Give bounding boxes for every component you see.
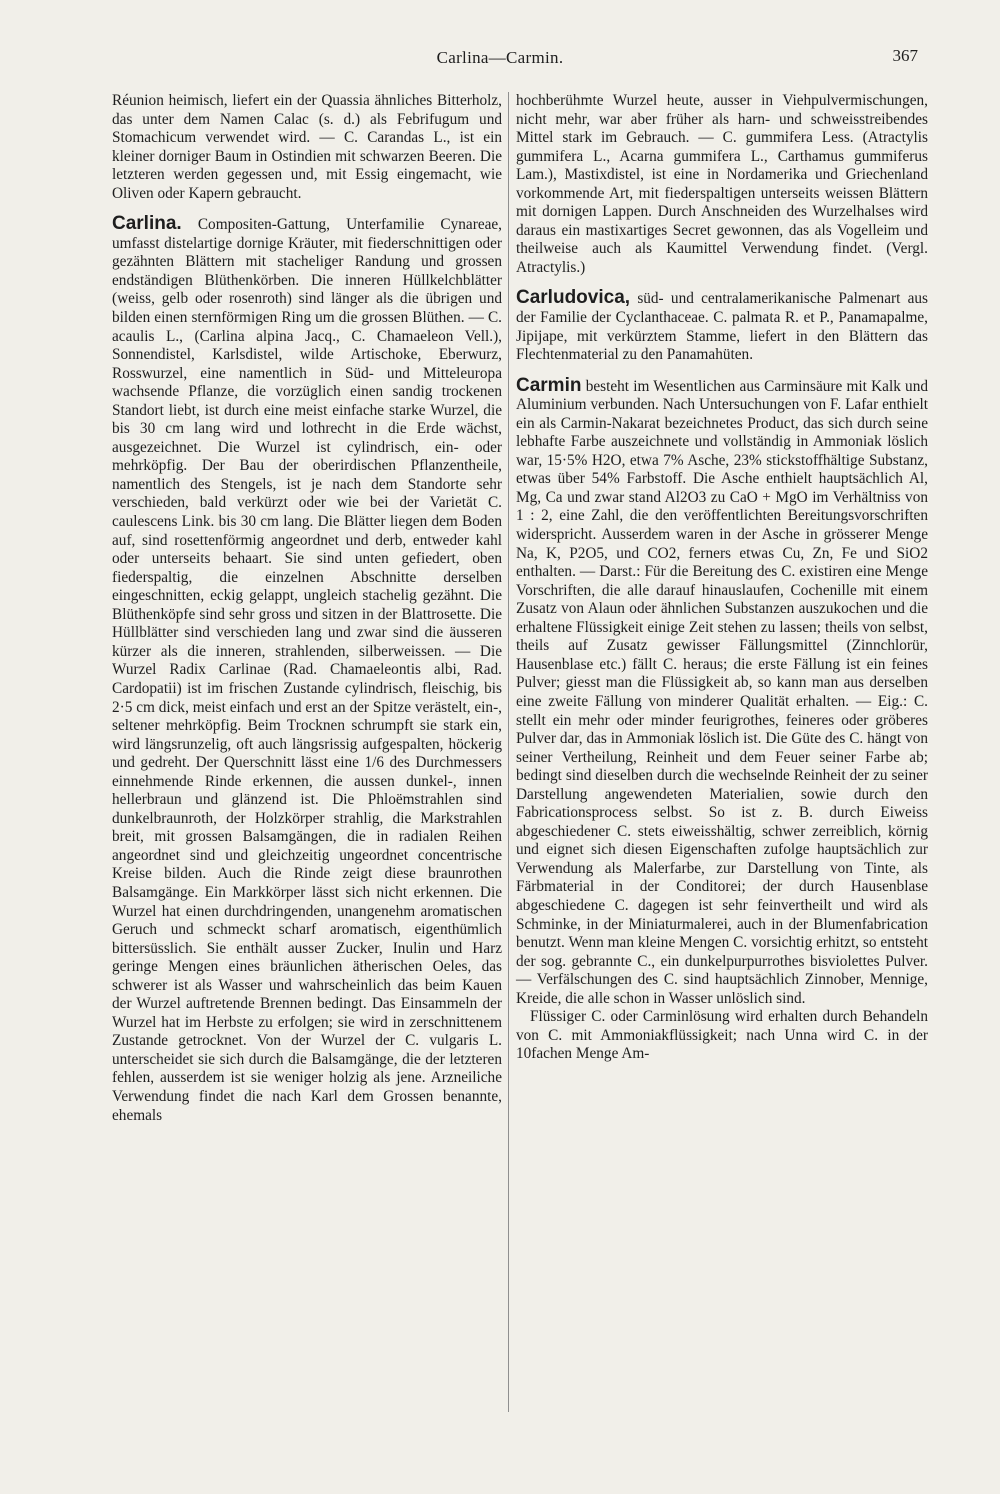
page-number: 367	[892, 46, 918, 65]
right-column	[516, 92, 928, 1064]
paragraph-wurzel-continued: hochberühmte Wurzel heute, ausser in Viehpulvermischungen, nicht mehr, war aber früher als harn- und schweisstreibendes Mittel stark im Gebrauch. — C. gummifera Less. (Atractylis gummifera L., Acarna gummifera L., Carthamus gummiferus Lam.), Mastixdistel, ist eine in Nordamerika und Griechenland vorkommende Art, mit fiederspaltigen unterseits weissen Blättern mit dornigen Lappen. Durch Anschneiden des Wurzelhalses wird daraus ein mastixartiges Secret gewonnen, das als Vogelleim und theilweise auch als Kaumittel Verwendung findet. (Vergl. Atractylis.)	[516, 92, 928, 276]
entry-carludovica	[516, 289, 928, 364]
entry-carlina	[112, 215, 502, 1125]
headword-carmin: Carmin	[516, 374, 582, 396]
running-title: Carlina—Carmin.	[436, 48, 564, 67]
headword-carlina: Carlina.	[112, 213, 182, 235]
left-column	[112, 92, 502, 1125]
entry-carlina-text: Compositen-Gattung, Unterfamilie Cynareae, umfasst distelartige dornige Kräuter, mit fiederschnittigen oder gezähnten Blättern mit stacheliger Randung und grossen endständigen Blüthenkörben. Die inneren Hüllkelchblätter (weiss, gelb oder rosenroth) sind länger als die übrigen und bilden einen sternförmigen Ring um die grossen Blüthen. — C. acaulis L., (Carlina alpina Jacq., C. Chamaeleon Vell.), Sonnendistel, Karlsdistel, wilde Artischoke, Eberwurz, Rosswurzel, eine namentlich in Süd- und Mitteleuropa wachsende Pflanze, die vorzüglich einen sandig trockenen Standort liebt, ist durch eine meist einfache starke Wurzel, die bis 30 cm lang wird und lothrecht in die Erde wächst, ausgezeichnet. Die Wurzel ist cylindrisch, ein- oder mehrköpfig. Der Bau der oberirdischen Pflanzentheile, namentlich des Stengels, ist je nach dem Standorte sehr verschieden, bald verkürzt oder wie bei der Varietät C. caulescens Link. bis 30 cm lang. Die Blätter liegen dem Boden auf, sind rosettenförmig angeordnet und derb, entweder kahl oder unterseits behaart. Sie sind unten gefiedert, oben fiederspaltig, die einzelnen Abschnitte derselben eingeschnitten, eckig gelappt, ungleich stachelig gezähnt. Die Blüthenköpfe sind sehr gross und sitzen in der Blattrosette. Die Hüllblätter sind verschieden lang und zwar sind die äusseren kürzer als die inneren, strahlenden, silberweissen. — Die Wurzel Radix Carlinae (Rad. Chamaeleontis albi, Rad. Cardopatii) ist im frischen Zustande cylindrisch, fleischig, bis 2·5 cm dick, meist einfach und erst an der Spitze verästelt, ein-, seltener mehrköpfig. Beim Trocknen schrumpft sie stark ein, wird längsrunzelig, oft auch längsrissig aufgespalten, höckerig und gedreht. Der Querschnitt lässt eine 1/6 des Durchmessers einnehmende Rinde erkennen, die aussen dunkel-, innen hellerbraun und glänzend ist. Die Phloëmstrahlen sind dunkelbraunroth, der Holzkörper strahlig, die Markstrahlen breit, mit grossen Balsamgängen, die in radialen Reihen angeordnet sind und gleichzeitig ungeordnet concentrische Kreise bilden. Auch die Rinde zeigt diese braunrothen Balsamgänge. Ein Markkörper lässt sich nicht erkennen. Die Wurzel hat einen durchdringenden, unangenehm aromatischen Geruch und schmeckt scharf aromatisch, eigenthümlich bittersüsslich. Sie enthält ausser Zucker, Inulin und Harz geringe Mengen eines bräunlichen ätherischen Oeles, das schwerer ist als Wasser und wahrscheinlich das beim Kauen der Wurzel auftretende Brennen bedingt. Das Einsammeln der Wurzel hat im Herbste zu erfolgen; sie wird in zerschnittenem Zustande getrocknet. Von der Wurzel der C. vulgaris L. unterscheidet sie sich durch die Balsamgänge, die der letzteren fehlen, ausserdem ist sie weniger holzig als jene. Arzneiliche Verwendung findet die nach Karl dem Grossen benannte, ehemals	[112, 216, 503, 1124]
paragraph-carminloesung: Flüssiger C. oder Carminlösung wird erhalten durch Behandeln von C. mit Ammoniakflüssigkeit; nach Unna wird C. in der 10fachen Menge Am-	[516, 1008, 928, 1063]
headword-carludovica: Carludovica,	[516, 287, 631, 309]
paragraph-reunion: Réunion heimisch, liefert ein der Quassia ähnliches Bitterholz, das unter dem Namen Calac (s. d.) als Febrifugum und Stomachicum verwendet wird. — C. Carandas L., ist ein kleiner dorniger Baum in Ostindien mit schwarzen Beeren. Die letzteren werden gegessen und, mit Essig eingemacht, wie Oliven oder Kapern gebraucht.	[112, 92, 502, 202]
entry-carludovica-text: süd- und centralamerikanische Palmenart aus der Familie der Cyclanthaceae. C. palmata R. et P., Panamapalme, Jipijape, mit verkürztem Stamme, liefert in den Blättern das Flechtenmaterial zu den Panamahüten.	[516, 290, 928, 364]
column-divider	[508, 92, 509, 1412]
entry-carmin	[516, 374, 928, 1009]
entry-carmin-text: besteht im Wesentlichen aus Carminsäure mit Kalk und Aluminium verbunden. Nach Untersuchungen von F. Lafar enthielt ein als Carmin-Nakarat bezeichnetes Product, das sich durch seine lebhafte Farbe auszeichnete und vollständig in Ammoniak löslich war, 15·5% H2O, etwa 7% Asche, 23% stickstoffhältige Substanz, etwas über 54% Farbstoff. Die Asche enthielt hauptsächlich Al, Mg, Ca und zwar stand Al2O3 zu CaO + MgO im Verhältniss von 1 : 2, eine Zahl, die den veröffentlichten Bereitungsvorschriften widerspricht. Ausserdem waren in der Asche in grösserer Menge Na, K, P2O5, und CO2, ferners etwas Cu, Zn, Fe und SiO2 enthalten. — Darst.: Für die Bereitung des C. existiren eine Menge Vorschriften, die alle darauf hinauslaufen, Cochenille mit einem Zusatz von Alaun oder ähnlichen Substanzen auszukochen und die erhaltene Flüssigkeit einige Zeit stehen zu lassen; theils von selbst, theils auf Zusatz gewisser Fällungsmittel (Zinnchlorür, Hausenblase etc.) fällt C. heraus; die erste Fällung ist ein feines Pulver; giesst man die Flüssigkeit ab, so kann man aus derselben eine zweite Fällung von minderer Qualität erhalten. — Eig.: C. stellt ein mehr oder minder feurigrothes, feineres oder gröberes Pulver dar, das in Ammoniak löslich ist. Die Güte des C. hängt von seiner Vertheilung, Reinheit und dem Feuer seiner Farbe ab; bedingt sind dieselben durch die wechselnde Reinheit der zu seiner Darstellung angewendeten Materialien, sowie durch den Fabricationsprocess selbst. So ist z. B. durch Eiweiss abgeschiedener C. stets eiweisshältig, schwer zerreiblich, körnig und eignet sich diesen Eigenschaften zufolge hauptsächlich zur Verwendung als Malerfarbe, zur Darstellung von Tinte, als Färbmaterial in der Conditorei; der durch Hausenblase abgeschiedene C. dagegen ist sehr feinvertheilt und wird als Schminke, in der Miniaturmalerei, auch in der Blumenfabrication benutzt. Wenn man kleine Mengen C. vorsichtig erhitzt, so entsteht der sog. gebrannte C., ein dunkelpurpurrothes bisviolettes Pulver. — Verfälschungen des C. sind hauptsächlich Zinnober, Mennige, Kreide, die alle schon in Wasser unlöslich sind.	[516, 377, 928, 1007]
